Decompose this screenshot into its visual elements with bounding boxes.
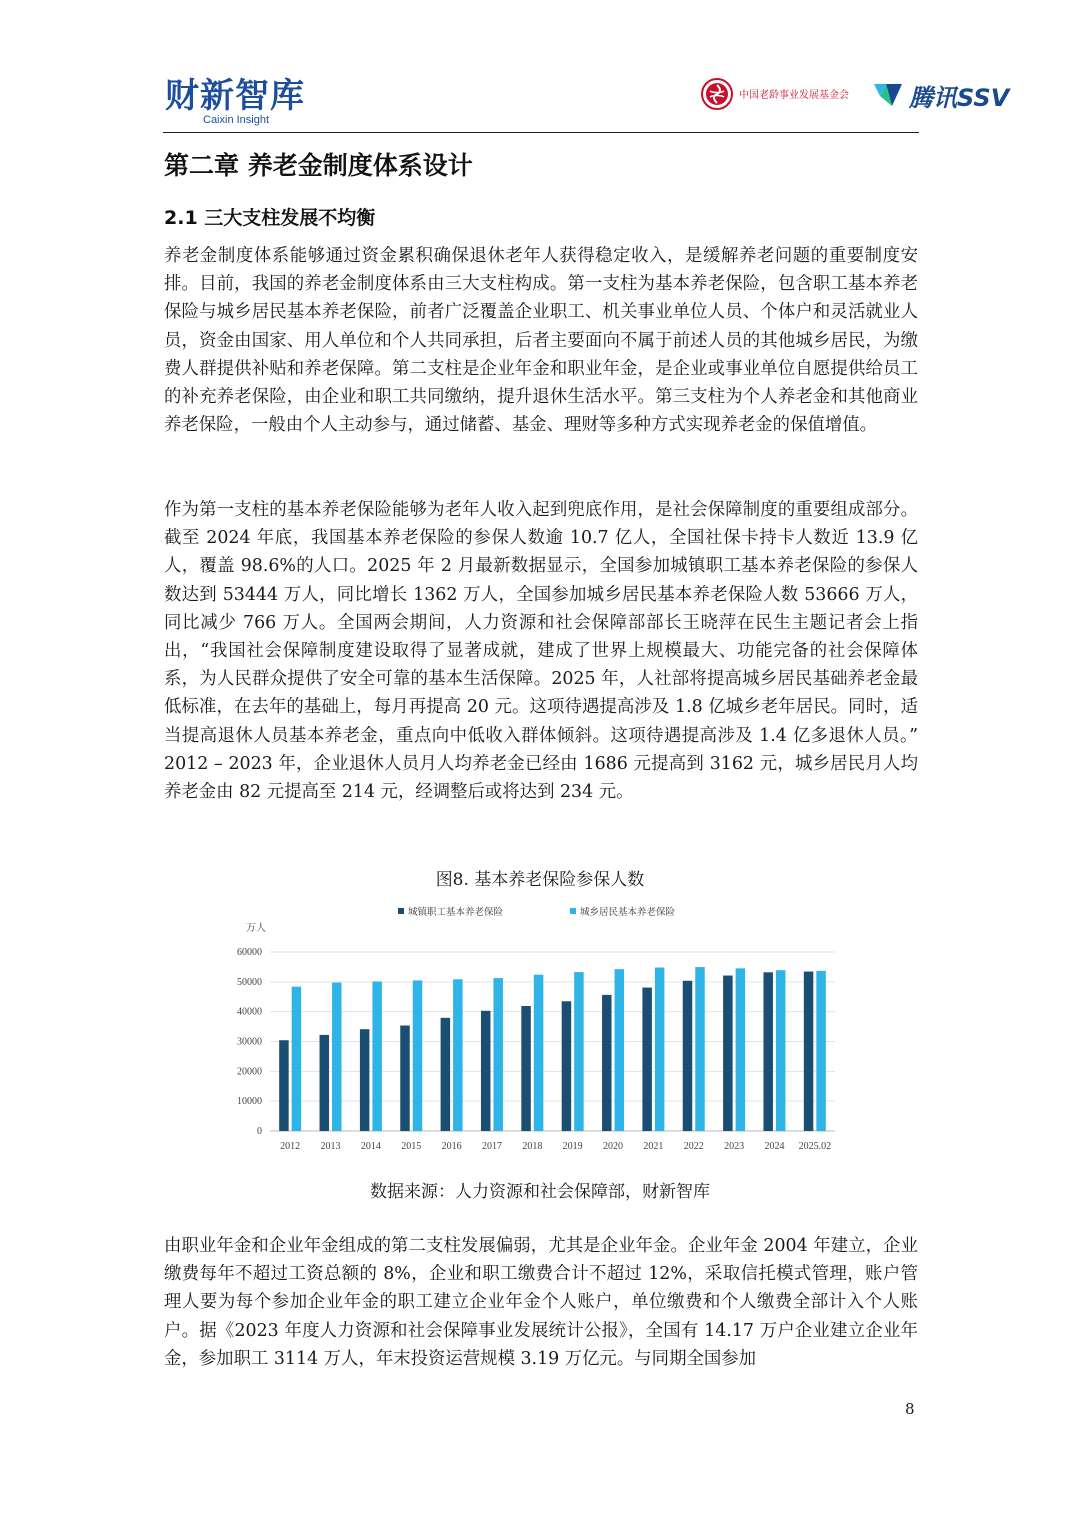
bar	[413, 980, 423, 1131]
bar	[292, 987, 302, 1131]
y-tick-label: 50000	[237, 976, 262, 988]
y-tick-label: 60000	[237, 947, 262, 958]
y-tick-label: 0	[257, 1126, 262, 1137]
bar	[441, 1018, 451, 1131]
x-tick-label: 2022	[683, 1141, 704, 1152]
figure-source: 数据来源：人力资源和社会保障部，财新智库	[370, 1182, 710, 1202]
legend-label: 城镇职工基本养老保险	[408, 907, 504, 918]
caixin-insight-logo-subtitle: Caixin Insight	[203, 114, 270, 126]
y-tick-label: 30000	[237, 1036, 262, 1048]
bar	[372, 982, 382, 1131]
x-tick-label: 2021	[643, 1141, 664, 1152]
caixin-insight-logo: 财新智库	[165, 76, 305, 116]
x-tick-label: 2014	[360, 1141, 381, 1152]
bar	[534, 975, 544, 1131]
legend-label: 城乡居民基本养老保险	[580, 907, 676, 918]
body-paragraph-3: 由职业年金和企业年金组成的第二支柱发展偏弱，尤其是企业年金。企业年金 2004 年建立，企业缴费每年不超过工资总额的 8%，企业和职工缴费合计不超过 12%，采取信托模式管理，账户管理人要为每个参加企业年金的职工建立企业年金个人账户，单位缴费和个人缴费全部计入个人账户。据《2023 年度人力资源和社会保障事业发展统计公报》，全国有 14.17 万户企业建立企业年金，参加职工 3114 万人，年末投资运营规模 3.19 万亿元。与同期全国参加	[164, 1236, 918, 1369]
bar	[562, 1001, 572, 1131]
bar	[332, 983, 342, 1131]
bar	[320, 1035, 330, 1131]
bar	[655, 968, 665, 1131]
bar	[763, 972, 773, 1131]
x-tick-label: 2012	[280, 1141, 301, 1152]
bar	[804, 972, 814, 1131]
x-tick-label: 2019	[562, 1141, 583, 1152]
bar	[574, 972, 584, 1131]
y-tick-label: 40000	[237, 1006, 262, 1018]
bar	[642, 988, 652, 1131]
x-tick-label: 2020	[603, 1141, 624, 1152]
bar	[816, 971, 826, 1131]
bar	[723, 976, 733, 1131]
bar	[736, 968, 746, 1131]
x-tick-label: 2015	[401, 1141, 422, 1152]
page-number: 8	[905, 1400, 915, 1418]
bar	[776, 970, 786, 1131]
bar	[400, 1026, 410, 1131]
y-tick-label: 20000	[237, 1066, 262, 1078]
bar	[360, 1029, 370, 1131]
body-paragraph-2: 作为第一支柱的基本养老保险能够为老年人收入起到兜底作用，是社会保障制度的重要组成部分。截至 2024 年底，我国基本养老保险的参保人数逾 10.7 亿人，全国社保卡持卡人数近 13.9 亿人，覆盖 98.6%的人口。2025 年 2 月最新数据显示，全国参加城镇职工基本养老保险的参保人数达到 53444 万人，同比增长 1362 万人，全国参加城乡居民基本养老保险人数 53666 万人，同比减少 766 万人。全国两会期间，人力资源和社会保障部部长王晓萍在民生主题记者会上指出，“我国社会保障制度建设取得了显著成就，建成了世界上规模最大、功能完备的社会保障体系，为人民群众提供了安全可靠的基本生活保障。2025 年，人社部将提高城乡居民基础养老金最低标准，在去年的基础上，每月再提高 20 元。这项待遇提高涉及 1.8 亿城乡老年居民。同时，适当提高退休人员基本养老金，重点向中低收入群体倾斜。这项待遇提高涉及 1.4 亿多退休人员。” 2012 – 2023 年，企业退休人员月人均养老金已经由 1686 元提高到 3162 元，城乡居民月人均养老金由 82 元提高至 214 元，经调整后或将达到 234 元。	[164, 500, 918, 803]
x-tick-label: 2017	[481, 1141, 502, 1152]
y-axis-label: 万人	[246, 923, 266, 934]
x-tick-label: 2025.02	[798, 1141, 832, 1152]
y-tick-label: 10000	[237, 1096, 262, 1108]
x-tick-label: 2013	[320, 1141, 341, 1152]
section-title: 2.1 三大支柱发展不均衡	[164, 207, 376, 229]
x-tick-label: 2018	[522, 1141, 543, 1152]
chapter-title: 第二章 养老金制度体系设计	[164, 151, 473, 180]
bar	[683, 981, 693, 1131]
bar	[481, 1011, 491, 1131]
bar	[615, 969, 625, 1131]
bar	[695, 967, 705, 1131]
pension-enrollment-bar-chart	[220, 897, 850, 1167]
bar	[453, 979, 463, 1131]
china-ageing-foundation-emblem-icon	[701, 78, 733, 110]
x-tick-label: 2023	[724, 1141, 745, 1152]
figure-title: 图8. 基本养老保险参保人数	[435, 870, 645, 890]
bar	[602, 995, 612, 1131]
bar	[279, 1040, 289, 1131]
tencent-ssv-logo-icon	[872, 80, 906, 110]
body-paragraph-1: 养老金制度体系能够通过资金累积确保退休老年人获得稳定收入，是缓解养老问题的重要制度安排。目前，我国的养老金制度体系由三大支柱构成。第一支柱为基本养老保险，包含职工基本养老保险与城乡居民基本养老保险，前者广泛覆盖企业职工、机关事业单位人员、个体户和灵活就业人员，资金由国家、用人单位和个人共同承担，后者主要面向不属于前述人员的其他城乡居民，为缴费人群提供补贴和养老保障。第二支柱是企业年金和职业年金，是企业或事业单位自愿提供给员工的补充养老保险，由企业和职工共同缴纳，提升退休生活水平。第三支柱为个人养老金和其他商业养老保险，一般由个人主动参与，通过储蓄、基金、理财等多种方式实现养老金的保值增值。	[164, 246, 918, 436]
header-divider	[163, 132, 919, 133]
bar	[493, 978, 503, 1131]
legend-swatch	[570, 908, 576, 914]
partner-organization-name: 中国老龄事业发展基金会	[739, 90, 849, 101]
bar	[521, 1006, 531, 1131]
x-tick-label: 2024	[764, 1141, 785, 1152]
tencent-ssv-name: 腾讯SSV	[909, 84, 1010, 112]
legend-swatch	[398, 908, 404, 914]
x-tick-label: 2016	[441, 1141, 462, 1152]
